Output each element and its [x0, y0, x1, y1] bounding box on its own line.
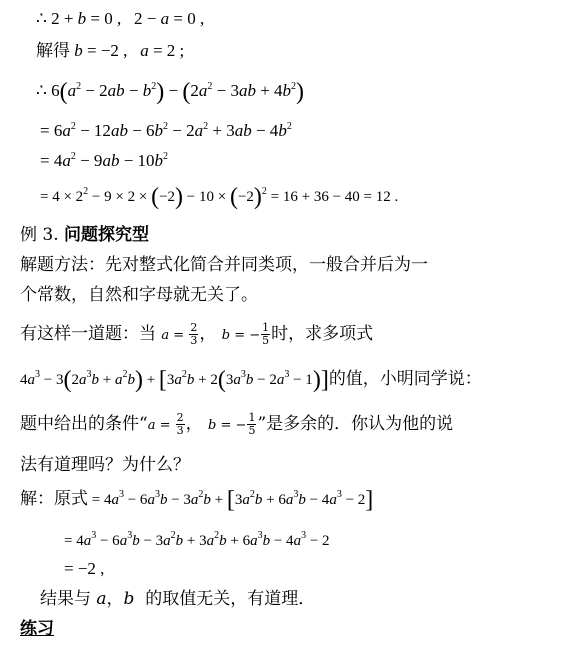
fraction-a: $\frac{2}{3}$ — [190, 321, 198, 347]
fraction-b-2: $\frac{1}{5}$ — [248, 411, 256, 437]
solution-line-2: = $4a^3 - 6a^3b - 3a^2b + 3a^2b + 6a^3b - 4a^3 - 2$ — [64, 530, 330, 549]
fraction-a-2: $\frac{2}{3}$ — [176, 411, 184, 437]
example-number: 例 3. — [20, 225, 59, 245]
conclusion: 结果与 a，b 的取值无关，有道理． — [40, 589, 316, 609]
line-1: ∴ 2 + b = 0 , 2 − a = 0 , — [36, 9, 205, 28]
expr-suffix: 的值，小明同学说： — [328, 369, 482, 389]
problem-prefix: 有这样一道题：当 — [20, 324, 156, 344]
line-6: = $4 \times 2^2 - 9 \times 2 \times (-2) - 10 \times (-2)^2 = 16 + 36 - 40 = 12$ . — [40, 184, 399, 210]
cond-suffix: ”是多余的．你认为他的说 — [257, 414, 454, 434]
therefore-symbol: ∴ — [36, 9, 47, 28]
condition-line: 题中给出的条件“a = $\frac{2}{3}$ ， b = − $\frac{1}{5}$ ”是多余的．你认为他的说 — [20, 411, 454, 437]
solution-line-3: = −2 , — [64, 559, 105, 578]
line-2: 解得 b = −2 , a = 2 ; — [36, 41, 185, 60]
polynomial-line: $4a^3 - 3(2a^3b + a^2b) + [3a^2b + 2(3a^3b - 2a^3 - 1)]$的值，小明同学说： — [20, 367, 482, 393]
solution-prefix: 解：原式 — [20, 489, 88, 509]
solution-line-1: 解：原式 = $4a^3 - 6a^3b - 3a^2b + [3a^2b + 6a^3b - 4a^3 - 2]$ — [20, 487, 374, 513]
method-line-1: 解题方法：先对整式化简合并同类项，一般合并后为一 — [20, 255, 428, 275]
exercise-heading: 练习 — [20, 619, 54, 639]
line-4: = $6a^2 - 12ab - 6b^2 - 2a^2 + 3ab - 4b^2$ — [40, 121, 292, 140]
method-line-2: 个常数，自然和字母就无关了。 — [20, 285, 258, 305]
fraction-b: $\frac{1}{5}$ — [262, 321, 270, 347]
problem-suffix: 时，求多项式 — [271, 324, 374, 344]
example-heading — [20, 224, 149, 246]
line-3: ∴ $6(a^2 - 2ab - b^2) - (2a^2 - 3ab + 4b^2)$ — [36, 79, 305, 105]
condition-line-2: 法有道理吗？为什么？ — [20, 455, 190, 475]
cond-prefix: 题中给出的条件“ — [20, 414, 148, 434]
line-5: = $4a^2 - 9ab - 10b^2$ — [40, 151, 169, 170]
problem-line: 有这样一道题：当 a = $\frac{2}{3}$ ， b = − $\frac{1}{5}$ 时，求多项式 — [20, 321, 374, 347]
example-title: 问题探究型 — [64, 225, 150, 245]
